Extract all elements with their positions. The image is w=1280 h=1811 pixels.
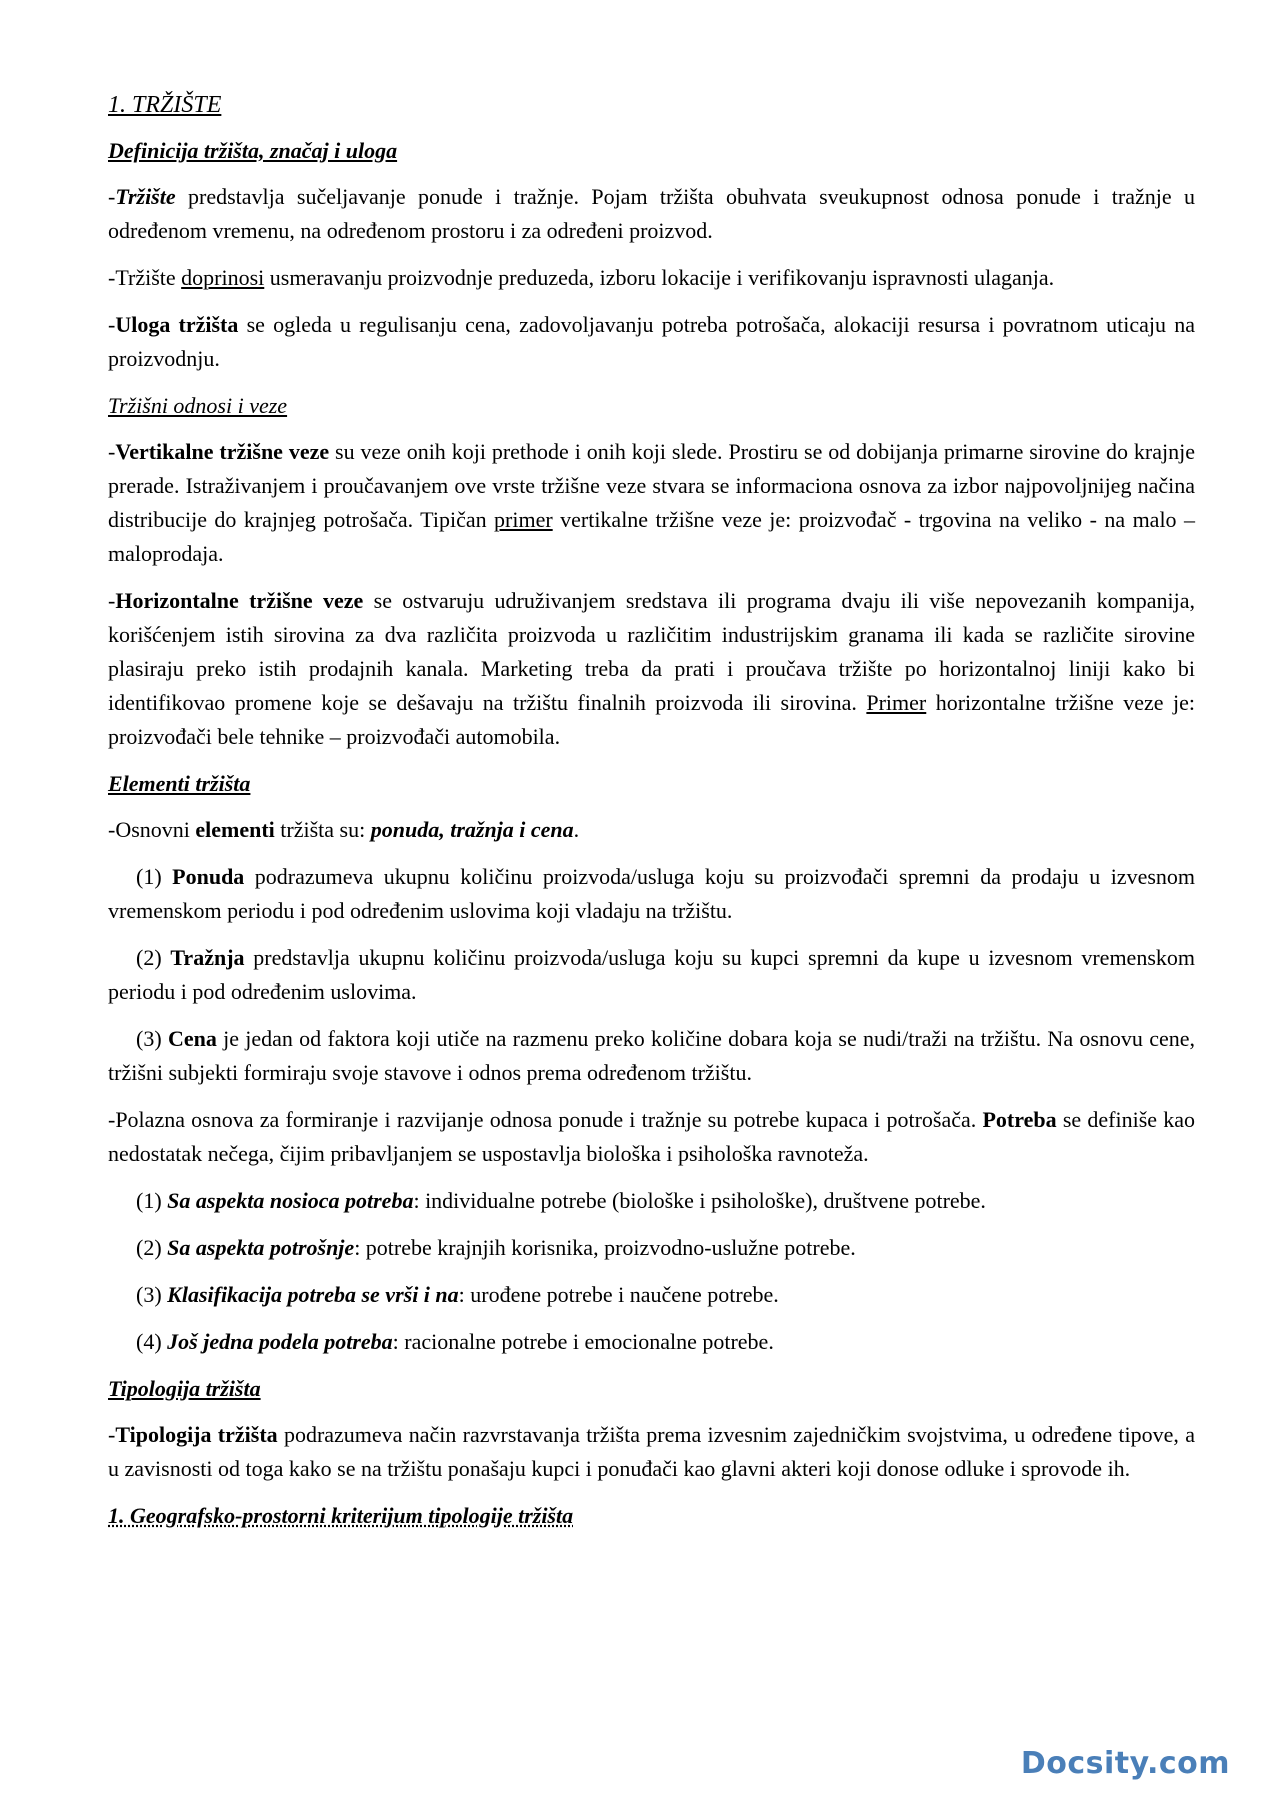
section-heading-tipologija: Tipologija tržišta <box>108 1376 261 1401</box>
paragraph: -Tržište predstavlja sučeljavanje ponude i tražnje. Pojam tržišta obuhvata sveukupnost odnosa ponude i tražnje u određenom vremenu, na određenom prostoru i za određeni proizvod. <box>108 184 1195 243</box>
paragraph: -Tipologija tržišta podrazumeva način razvrstavanja tržišta prema izvesnim zajedničkim svojstvima, u određene tipove, a u zavisnosti od toga kako se na tržištu ponašaju kupci i ponuđači kao glavni akteri koji donose odluke i sprovode ih. <box>108 1422 1195 1481</box>
page-title: 1. TRŽIŠTE <box>108 92 222 118</box>
section-heading-elementi: Elementi tržišta <box>108 771 251 796</box>
list-item: (2) Sa aspekta potrošnje: potrebe krajnjih korisnika, proizvodno-uslužne potrebe. <box>136 1235 856 1260</box>
paragraph: -Osnovni elementi tržišta su: ponuda, tražnja i cena. <box>108 817 580 842</box>
list-item: (2) Tražnja predstavlja ukupnu količinu proizvoda/usluga koju su kupci spremni da kupe u izvesnom vremenskom periodu i pod određenim uslovima. <box>108 945 1196 1004</box>
paragraph: -Vertikalne tržišne veze su veze onih koji prethode i onih koji slede. Prostiru se od dobijanja primarne sirovine do krajnje prerade. Istraživanjem i proučavanjem ove vrste tržišne veze stvara se informaciona osnova za izbor najpovoljnijeg načina distribucije do krajnjeg potrošača. Tipičan primer vertikalne tržišne veze je: proizvođač - trgovina na veliko - na malo – maloprodaja. <box>108 439 1195 566</box>
subsection-heading: 1. Geografsko-prostorni kriterijum tipologije tržišta <box>108 1503 574 1528</box>
docsity-watermark: Docsity.com <box>1020 1746 1230 1781</box>
section-heading-odnosi: Tržišni odnosi i veze <box>108 393 288 418</box>
list-item: (1) Ponuda podrazumeva ukupnu količinu proizvoda/usluga koju su proizvođači spremni da prodaju u izvesnom vremenskom periodu i pod određenim uslovima koji vladaju na tržištu. <box>108 864 1196 923</box>
document-page <box>108 88 1195 1545</box>
paragraph: -Uloga tržišta se ogleda u regulisanju cena, zadovoljavanju potreba potrošača, alokaciji resursa i povratnom uticaju na proizvodnju. <box>108 312 1195 371</box>
section-heading-definicija: Definicija tržišta, značaj i uloga <box>108 138 398 163</box>
list-item: (1) Sa aspekta nosioca potreba: individualne potrebe (biološke i psihološke), društvene potrebe. <box>136 1188 986 1213</box>
paragraph: -Horizontalne tržišne veze se ostvaruju udruživanjem sredstava ili programa dvaju ili više nepovezanih kompanija, korišćenjem istih sirovina za dva različita proizvoda u različitim industrijskim granama ili kada se različite sirovine plasiraju preko istih prodajnih kanala. Marketing treba da prati i proučava tržište po horizontalnoj liniji kako bi identifikovao promene koje se dešavaju na tržištu finalnih proizvoda ili sirovina. Primer horizontalne tržišne veze je: proizvođači bele tehnike – proizvođači automobila. <box>108 588 1195 749</box>
paragraph: -Polazna osnova za formiranje i razvijanje odnosa ponude i tražnje su potrebe kupaca i potrošača. Potreba se definiše kao nedostatak nečega, čijim pribavljanjem se uspostavlja biološka i psihološka ravnoteža. <box>108 1107 1195 1166</box>
paragraph: -Tržište doprinosi usmeravanju proizvodnje preduzeda, izboru lokacije i verifikovanju ispravnosti ulaganja. <box>108 265 1055 290</box>
list-item: (3) Cena je jedan od faktora koji utiče na razmenu preko količine dobara koja se nudi/traži na tržištu. Na osnovu cene, tržišni subjekti formiraju svoje stavove i odnos prema određenom tržištu. <box>108 1026 1195 1085</box>
list-item: (3) Klasifikacija potreba se vrši i na: urođene potrebe i naučene potrebe. <box>136 1282 779 1307</box>
needs-list <box>108 1184 1195 1359</box>
list-item: (4) Još jedna podela potreba: racionalne potrebe i emocionalne potrebe. <box>136 1329 774 1354</box>
